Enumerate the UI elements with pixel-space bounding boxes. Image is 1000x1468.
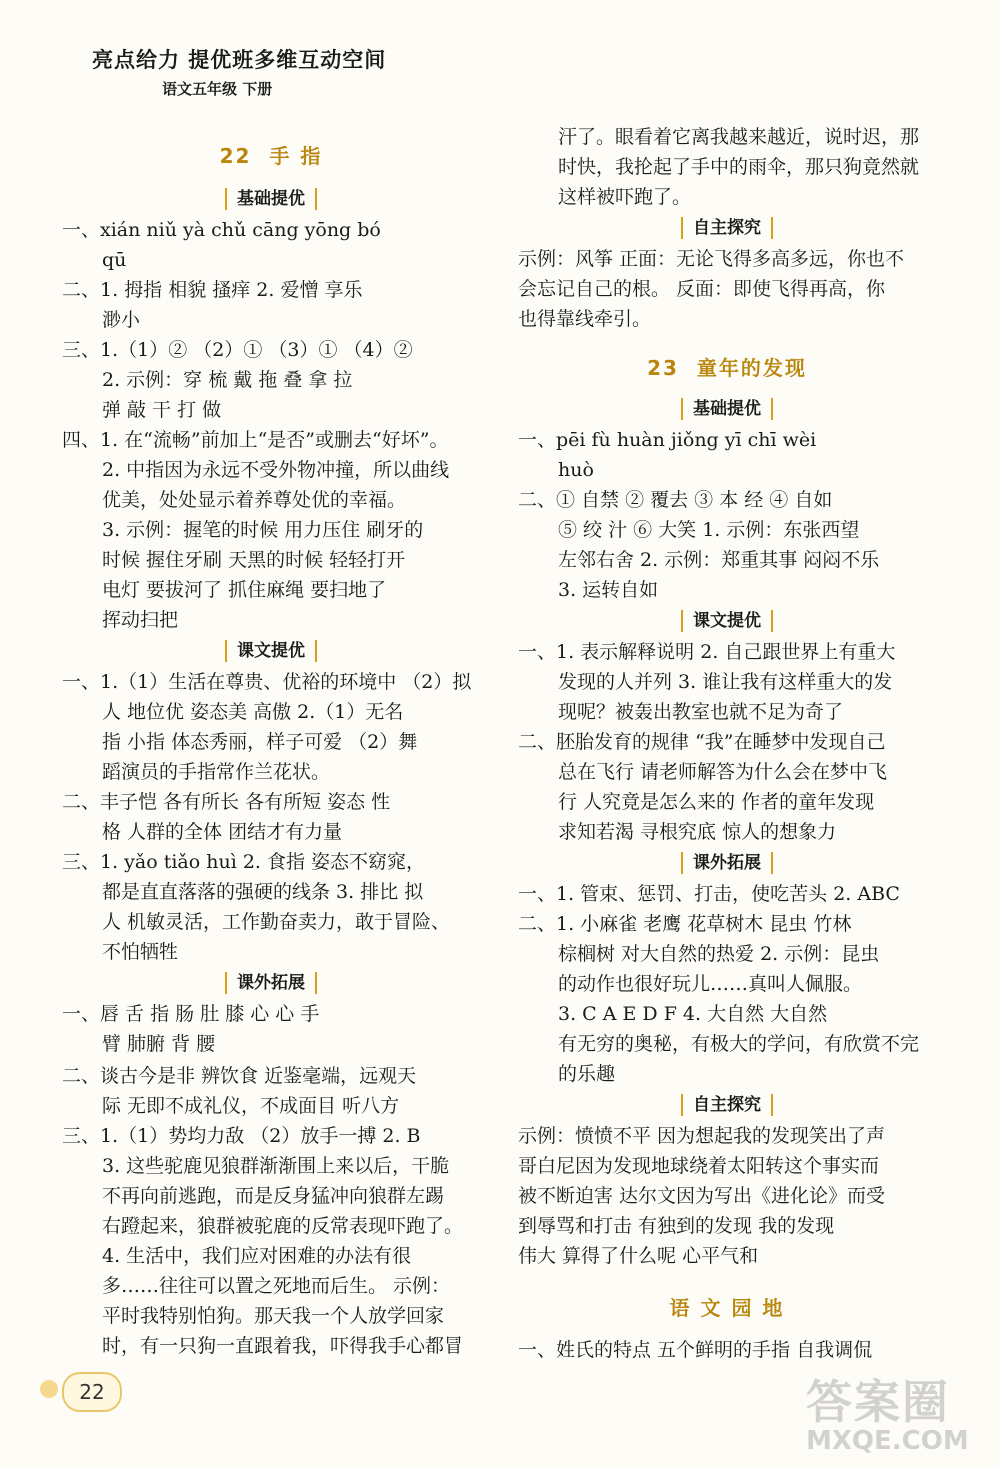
section-basic: 基础提优 bbox=[62, 188, 480, 216]
text-line: 一、xián niǔ yà chǔ cāng yōng bó bbox=[62, 219, 381, 241]
text-line: 这样被吓跑了。 bbox=[558, 186, 692, 208]
text-line: 发现的人并列 3. 谁让我有这样重大的发 bbox=[558, 671, 893, 693]
text-line: 一、pēi fù huàn jiǒng yī chī wèi bbox=[518, 429, 817, 451]
lesson-22-title: 22 手 指 bbox=[219, 144, 323, 168]
text-line: 3. 运转自如 bbox=[558, 579, 659, 601]
lesson-23-title: 23 童年的发现 bbox=[647, 356, 807, 380]
text-line: 右蹬起来，狼群被驼鹿的反常表现吓跑了。 bbox=[102, 1215, 464, 1237]
text-line: 弹 敲 干 打 做 bbox=[102, 399, 222, 421]
page-header bbox=[92, 44, 386, 99]
text-line: 四、1. 在“流畅”前加上“是否”或删去“好坏”。 bbox=[62, 429, 449, 451]
text-line: 伟大 算得了什么呢 心平气和 bbox=[518, 1245, 759, 1267]
text-line: 一、1. 表示解释说明 2. 自己跟世界上有重大 bbox=[518, 641, 896, 663]
section-extension: 课外拓展 bbox=[518, 852, 936, 880]
text-line: 被不断迫害 达尔文因为写出《进化论》而受 bbox=[518, 1185, 886, 1207]
text-line: 时，有一只狗一直跟着我，吓得我手心都冒 bbox=[102, 1335, 464, 1357]
text-line: 二、胚胎发育的规律 “我”在睡梦中发现自己 bbox=[518, 731, 886, 753]
text-line: 哥白尼因为发现地球绕着太阳转这个事实而 bbox=[518, 1155, 880, 1177]
text-line: 的乐趣 bbox=[558, 1063, 616, 1085]
text-line: 都是直直落落的强硬的线条 3. 排比 拟 bbox=[102, 881, 424, 903]
text-line: 际 无即不成礼仪，不成面目 听八方 bbox=[102, 1095, 400, 1117]
flower-icon bbox=[40, 1380, 58, 1398]
text-line: 3. C A E D F 4. 大自然 大自然 bbox=[558, 1003, 828, 1025]
section-text: 课文提优 bbox=[518, 610, 936, 638]
text-line: 二、谈古今是非 辨饮食 近鉴毫端，远观天 bbox=[62, 1065, 417, 1087]
text-line: 渺小 bbox=[102, 309, 141, 331]
text-line: 4. 生活中，我们应对困难的办法有很 bbox=[102, 1245, 412, 1267]
watermark-text: 答案圈 bbox=[806, 1375, 950, 1429]
text-line: 一、1. 管束、惩罚、打击，使吃苦头 2. ABC bbox=[518, 883, 900, 905]
text-line: 一、唇 舌 指 肠 肚 膝 心 心 手 bbox=[62, 1003, 320, 1025]
text-line: 现呢？被轰出教室也就不足为奇了 bbox=[558, 701, 844, 723]
section-text: 课文提优 bbox=[62, 640, 480, 668]
text-line: ⑤ 绞 汁 ⑥ 大笑 1. 示例：东张西望 bbox=[558, 519, 860, 541]
text-line: 蹈演员的手指常作兰花状。 bbox=[102, 761, 331, 783]
garden-title: 语 文 园 地 bbox=[669, 1296, 785, 1320]
text-line: 不再向前逃跑，而是反身猛冲向狼群左踢 bbox=[102, 1185, 445, 1207]
text-line: 3. 这些驼鹿见狼群渐渐围上来以后，干脆 bbox=[102, 1155, 450, 1177]
text-line: 示例：愤愤不平 因为想起我的发现笑出了声 bbox=[518, 1125, 886, 1147]
text-line: 指 小指 体态秀丽，样子可爱 （2）舞 bbox=[102, 731, 418, 753]
text-line: 不怕牺牲 bbox=[102, 941, 179, 963]
text-line: 平时我特别怕狗。那天我一个人放学回家 bbox=[102, 1305, 445, 1327]
text-line: qū bbox=[102, 249, 127, 271]
text-line: 时候 握住牙刷 天黑的时候 轻轻打开 bbox=[102, 549, 406, 571]
text-line: 二、丰子恺 各有所长 各有所短 姿态 性 bbox=[62, 791, 391, 813]
text-line: 人 地位优 姿态美 高傲 2.（1）无名 bbox=[102, 701, 404, 723]
text-line: 3. 示例：握笔的时候 用力压住 刷牙的 bbox=[102, 519, 424, 541]
text-line: 一、姓氏的特点 五个鲜明的手指 自我调侃 bbox=[518, 1339, 873, 1361]
text-line: 三、1. yǎo tiǎo huì 2. 食指 姿态不窈窕， bbox=[62, 851, 426, 873]
text-line: 的动作也很好玩儿……真叫人佩服。 bbox=[558, 973, 863, 995]
text-line: 也得靠线牵引。 bbox=[518, 308, 652, 330]
text-line: 电灯 要拔河了 抓住麻绳 要扫地了 bbox=[102, 579, 387, 601]
page-number: 22 bbox=[62, 1372, 122, 1412]
text-line: 总在飞行 请老师解答为什么会在梦中飞 bbox=[558, 761, 888, 783]
text-line: 一、1.（1）生活在尊贵、优裕的环境中 （2）拟 bbox=[62, 671, 472, 693]
text-line: 示例：风筝 正面：无论飞得多高多远，你也不 bbox=[518, 248, 905, 270]
section-explore: 自主探究 bbox=[518, 217, 936, 245]
text-line: 二、1. 拇指 相貌 搔痒 2. 爱憎 享乐 bbox=[62, 279, 363, 301]
watermark-url: MXQE.COM bbox=[806, 1426, 969, 1456]
text-line: 到辱骂和打击 有独到的发现 我的发现 bbox=[518, 1215, 835, 1237]
text-line: 多……往往可以置之死地而后生。 示例： bbox=[102, 1275, 451, 1297]
text-line: 棕榈树 对大自然的热爱 2. 示例：昆虫 bbox=[558, 943, 880, 965]
text-line: 三、1.（1）② （2）① （3）① （4）② bbox=[62, 339, 413, 361]
watermark bbox=[806, 1366, 996, 1466]
text-line: 三、1.（1）势均力敌 （2）放手一搏 2. B bbox=[62, 1125, 421, 1147]
section-basic: 基础提优 bbox=[518, 398, 936, 426]
text-line: 左邻右舍 2. 示例：郑重其事 闷闷不乐 bbox=[558, 549, 880, 571]
text-line: 2. 中指因为永远不受外物冲撞，所以曲线 bbox=[102, 459, 450, 481]
text-line: huò bbox=[558, 459, 594, 481]
text-line: 人 机敏灵活，工作勤奋卖力，敢于冒险、 bbox=[102, 911, 451, 933]
text-line: 格 人群的全体 团结才有力量 bbox=[102, 821, 343, 843]
text-line: 会忘记自己的根。 反面：即使飞得再高，你 bbox=[518, 278, 886, 300]
text-line: 臂 肺腑 背 腰 bbox=[102, 1033, 216, 1055]
text-line: 2. 示例：穿 梳 戴 拖 叠 拿 拉 bbox=[102, 369, 353, 391]
text-line: 求知若渴 寻根究底 惊人的想象力 bbox=[558, 821, 837, 843]
text-line: 优美，处处显示着养尊处优的幸福。 bbox=[102, 489, 407, 511]
text-line: 二、1. 小麻雀 老鹰 花草树木 昆虫 竹林 bbox=[518, 913, 852, 935]
text-line: 有无穷的奥秘，有极大的学问，有欣赏不完 bbox=[558, 1033, 920, 1055]
section-explore: 自主探究 bbox=[518, 1094, 936, 1122]
book-subtitle: 语文五年级 下册 bbox=[162, 80, 273, 98]
text-line: 行 人究竟是怎么来的 作者的童年发现 bbox=[558, 791, 875, 813]
book-title: 亮点给力 提优班多维互动空间 bbox=[92, 48, 387, 72]
text-line: 挥动扫把 bbox=[102, 609, 179, 631]
text-line: 时快，我抡起了手中的雨伞，那只狗竟然就 bbox=[558, 156, 920, 178]
text-line: 二、① 自禁 ② 覆去 ③ 本 经 ④ 自如 bbox=[518, 489, 833, 511]
section-extension: 课外拓展 bbox=[62, 972, 480, 1000]
text-line: 汗了。眼看着它离我越来越近，说时迟，那 bbox=[558, 126, 920, 148]
